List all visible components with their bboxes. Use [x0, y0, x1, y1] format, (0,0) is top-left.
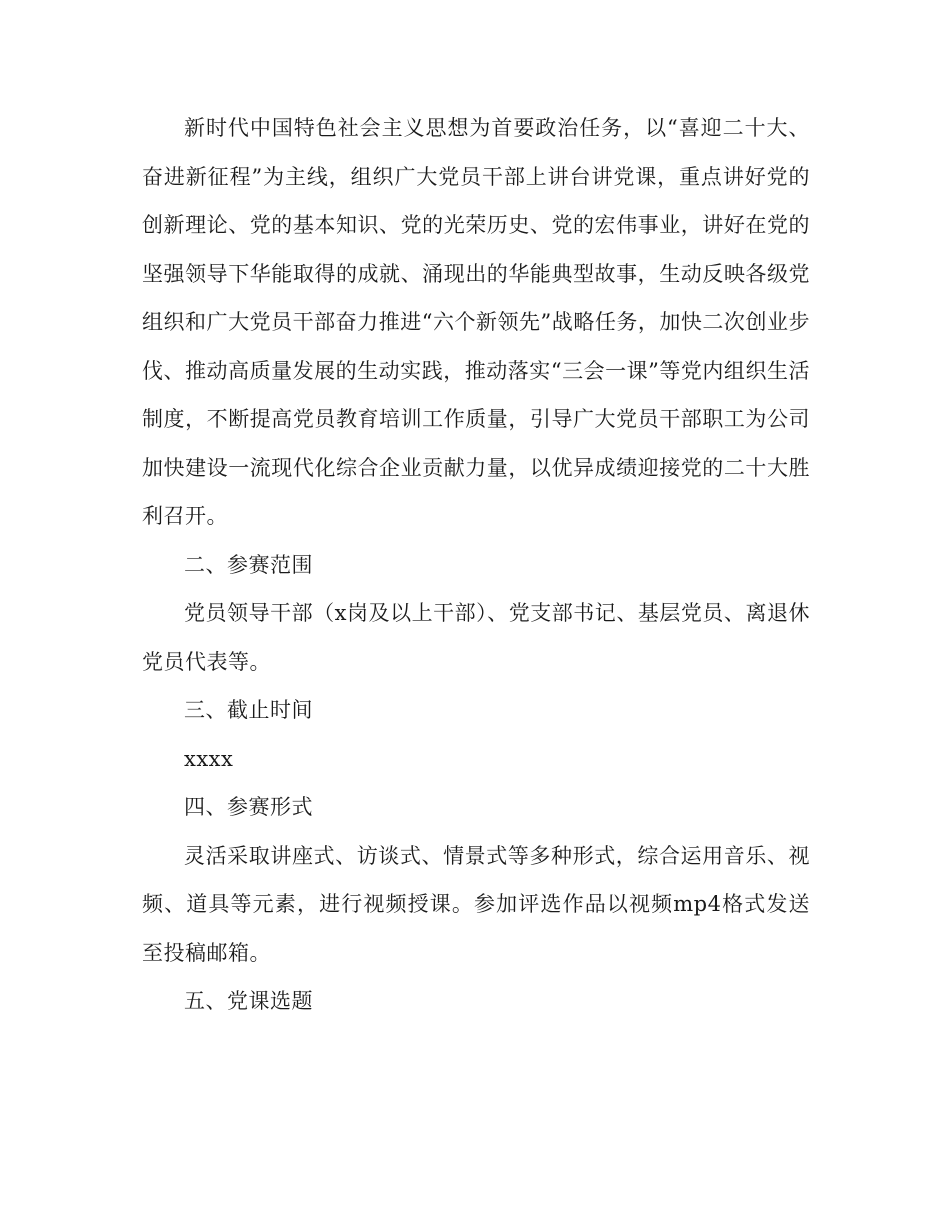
section-heading-format: 四、参赛形式	[184, 795, 313, 819]
section-heading-scope: 二、参赛范围	[184, 552, 313, 577]
body-paragraph-scope: 党员领导干部（x岗及以上干部）、党支部书记、基层党员、离退休党员代表等。	[142, 601, 810, 674]
body-paragraph-format: 灵活采取讲座式、访谈式、情景式等多种形式，综合运用音乐、视频、道具等元素，进行视频授课。参加评选作品以视频mp4格式发送至投稿邮箱。	[142, 843, 810, 965]
body-paragraph-deadline: xxxx	[184, 746, 234, 771]
body-paragraph-purpose: 新时代中国特色社会主义思想为首要政治任务，以“喜迎二十大、奋进新征程”为主线，组织广大党员干部上讲台讲党课，重点讲好党的创新理论、党的基本知识、党的光荣历史、党的宏伟事业，讲好在党的坚强领导下华能取得的成就、涌现出的华能典型故事，生动反映各级党组织和广大党员干部奋力推进“六个新领先”战略任务，加快二次创业步伐、推动高质量发展的生动实践，推动落实“三会一课”等党内组织生活制度，不断提高党员教育培训工作质量，引导广大党员干部职工为公司加快建设一流现代化综合企业贡献力量，以优异成绩迎接党的二十大胜利召开。	[142, 116, 810, 528]
section-heading-topics: 五、党课选题	[184, 989, 313, 1013]
section-heading-deadline: 三、截止时间	[184, 698, 313, 722]
document-body	[142, 104, 810, 1026]
